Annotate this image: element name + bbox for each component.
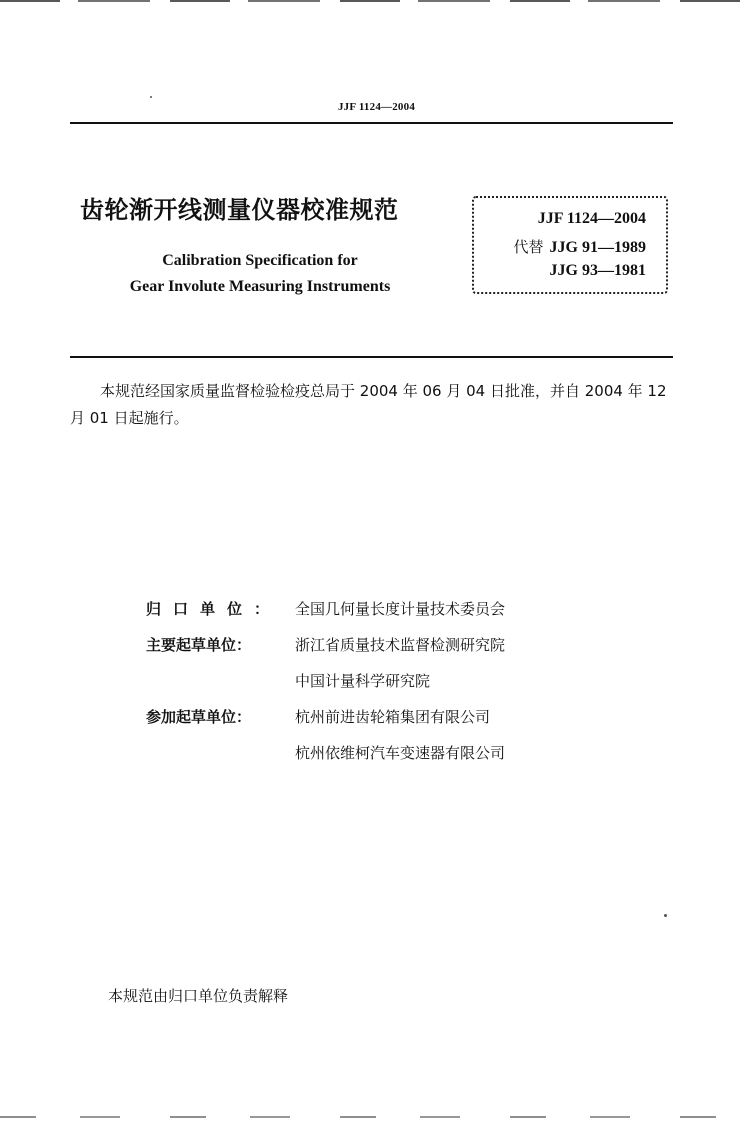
- standard-code-box: [472, 196, 668, 294]
- code-box-line-3: JJG 93—1981: [549, 262, 646, 279]
- scan-edge-top: [0, 0, 753, 2]
- section-rule: [70, 356, 673, 358]
- participating-drafting-value-1: 杭州前进齿轮箱集团有限公司: [295, 708, 491, 726]
- main-drafting-value-1: 浙江省质量技术监督检测研究院: [295, 636, 506, 654]
- replaced-code-1: JJG 91—1989: [549, 239, 646, 256]
- code-box-line-1: JJF 1124—2004: [537, 210, 646, 227]
- participating-drafting-label: 参加起草单位：: [146, 708, 252, 726]
- responsible-unit-value: 全国几何量长度计量技术委员会: [295, 600, 506, 618]
- code-box-line-2: [514, 236, 646, 257]
- scan-speck: [664, 914, 667, 917]
- title-chinese: 齿轮渐开线测量仪器校准规范: [80, 196, 399, 224]
- header-rule: [70, 122, 673, 124]
- scan-edge-bottom: [0, 1116, 753, 1118]
- scan-speck: [150, 96, 152, 98]
- title-english-line-2: Gear Involute Measuring Instruments: [129, 278, 391, 295]
- main-drafting-value-2: 中国计量科学研究院: [295, 672, 431, 690]
- title-english-line-1: Calibration Specification for: [162, 252, 358, 269]
- responsible-unit-label: 归口单位：: [146, 600, 282, 618]
- interpretation-note: 本规范由归口单位负责解释: [108, 987, 289, 1005]
- header-standard-code: JJF 1124—2004: [337, 101, 416, 113]
- approval-paragraph: 本规范经国家质量监督检验检疫总局于 2004 年 06 月 04 日批准，并自 2004 年 12 月 01 日起施行。: [70, 382, 667, 427]
- main-drafting-label: 主要起草单位：: [146, 636, 252, 654]
- participating-drafting-value-2: 杭州依维柯汽车变速器有限公司: [295, 744, 506, 762]
- replace-label: 代替: [513, 238, 544, 256]
